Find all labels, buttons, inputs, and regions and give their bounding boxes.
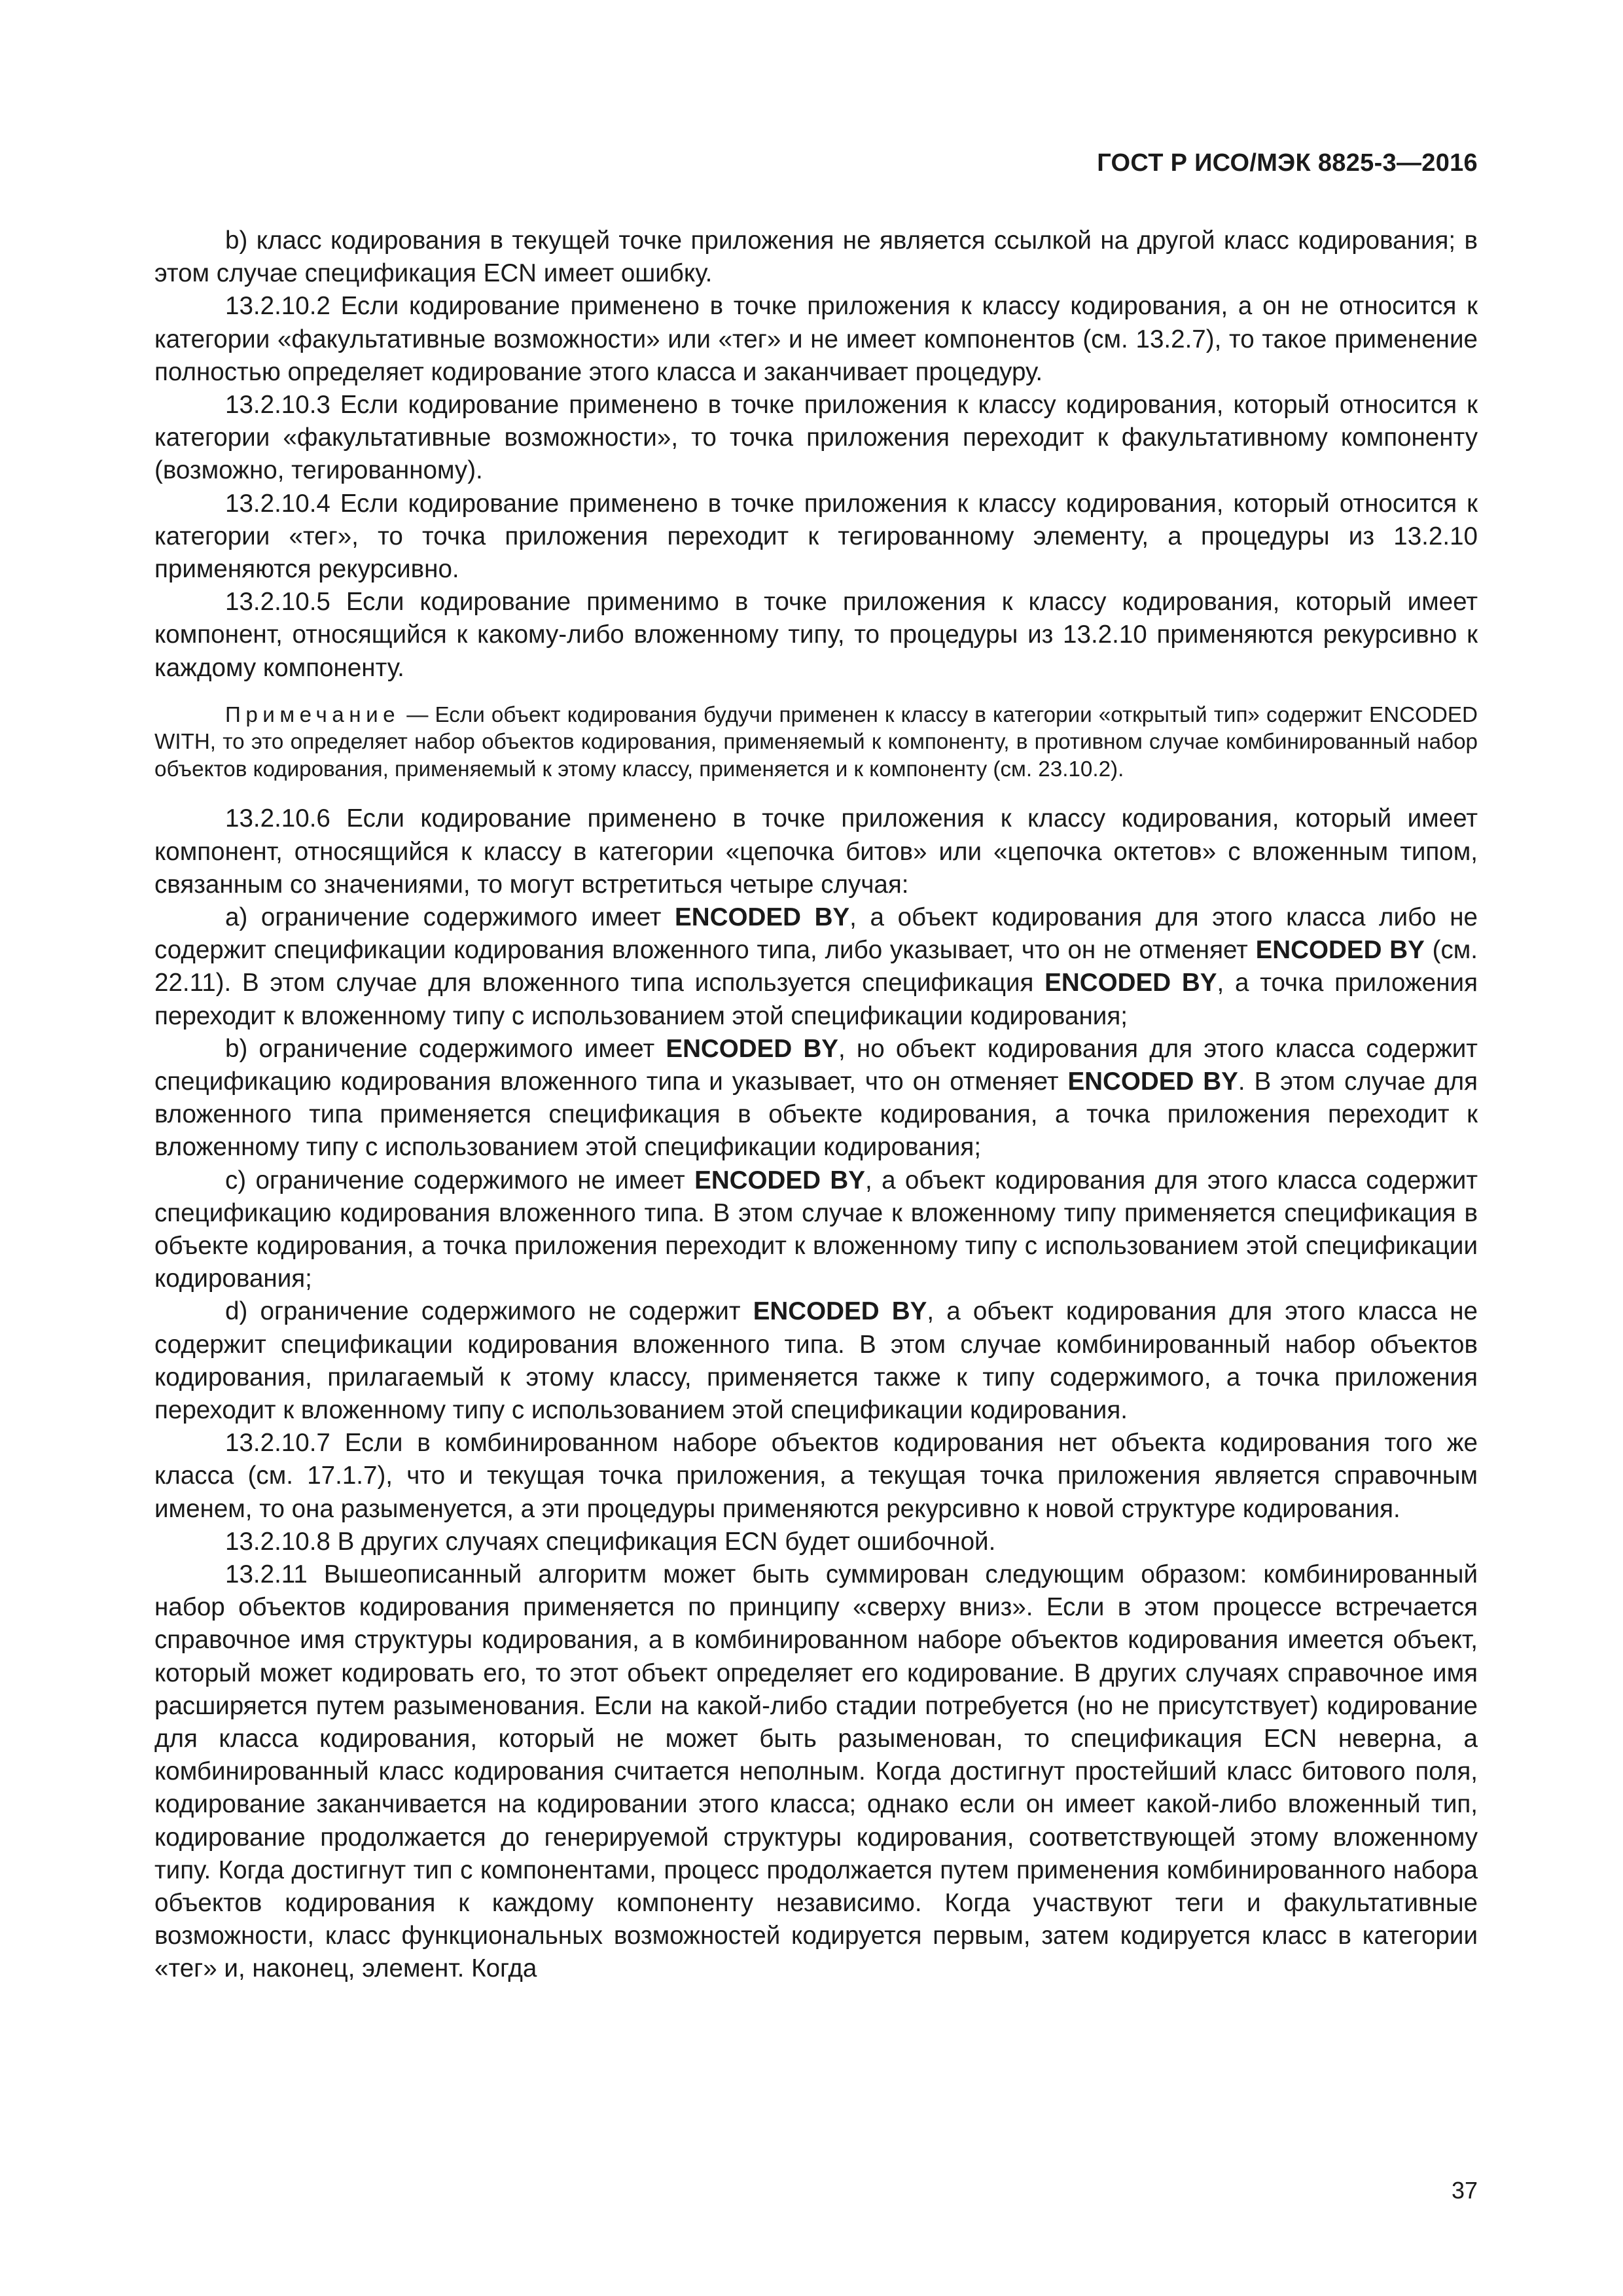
case-c-text-1: c) ограничение содержимого не имеет (225, 1166, 695, 1194)
case-c-text-2: , а объект кодирования для этого класса содержит спецификацию кодирования вложенного типа. В этом случае к вложенному типу применяется спецификация в объекте кодирования, а точка приложения переходит к вложенному типу с использованием этой спецификации кодирования; (154, 1166, 1478, 1293)
keyword-encoded-by: ENCODED BY (666, 1034, 839, 1063)
case-a-text-1: a) ограничение содержимого имеет (225, 903, 675, 931)
keyword-encoded-by: ENCODED BY (1044, 969, 1217, 997)
case-d (154, 1295, 1478, 1427)
paragraph-13-2-10-4: 13.2.10.4 Если кодирование применено в точке приложения к классу кодирования, который относится к категории «тег», то точка приложения переходит к тегированному элементу, а процедуры из 13.2.10 применяются рекурсивно. (154, 489, 1478, 584)
case-b-text-2: , но объект кодирования для этого класса содержит спецификацию кодирования вложенного типа и указывает, что он отменяет (154, 1034, 1478, 1096)
paragraph-13-2-10-7: 13.2.10.7 Если в комбинированном наборе объектов кодирования нет объекта кодирования того же класса (см. 17.1.7), что и текущая точка приложения, а текущая точка приложения является справочным именем, то она разыменуется, а эти процедуры применяются рекурсивно к новой структуре кодирования. (154, 1429, 1478, 1523)
case-c (154, 1164, 1478, 1296)
case-a (154, 901, 1478, 1033)
paragraph-13-2-11: 13.2.11 Вышеописанный алгоритм может быть суммирован следующим образом: комбинированный набор объектов кодирования применяется по принципу «сверху вниз». Если в этом процессе встречается справочное имя структуры кодирования, а в комбинированном наборе объектов кодирования имеется объект, который может кодировать его, то этот объект определяет его кодирование. В других случаях справочное имя расширяется путем разыменования. Если на какой-либо стадии потребуется (но не присутствует) кодирование для класса кодирования, который не может быть разыменован, то спецификация ECN неверна, а комбинированный класс кодирования считается неполным. Когда достигнут простейший класс битового поля, кодирование заканчивается на кодировании этого класса; однако если он имеет какой-либо вложенный тип, кодирование продолжается до генерируемой структуры кодирования, соответствующей этому вложенному типу. Когда достигнут тип с компонентами, процесс продолжается путем применения комбинированного набора объектов кодирования к каждому компоненту независимо. Когда участвуют теги и факультативные возможности, класс функциональных возможностей кодируется первым, затем кодируется класс в категории «тег» и, наконец, элемент. Когда (154, 1560, 1478, 1983)
case-b-text-3: . В этом случае для вложенного типа применяется спецификация в объекте кодирования, а точка приложения переходит к вложенному типу с использованием этой спецификации кодирования; (154, 1067, 1478, 1162)
keyword-encoded-by: ENCODED BY (1255, 936, 1425, 965)
paragraph-13-2-10-2: 13.2.10.2 Если кодирование применено в точке приложения к классу кодирования, а он не относится к категории «факультативные возможности» или «тег» и не имеет компонентов (см. 13.2.7), то такое применение полностью определяет кодирование этого класса и заканчивает процедуру. (154, 292, 1478, 386)
paragraph-b-class-not-reference: b) класс кодирования в текущей точке приложения не является ссылкой на другой класс кодирования; в этом случае спецификация ECN имеет ошибку. (154, 226, 1478, 288)
paragraph-13-2-10-6: 13.2.10.6 Если кодирование применено в точке приложения к классу кодирования, который имеет компонент, относящийся к классу в категории «цепочка битов» или «цепочка октетов» с вложенным типом, связанным со значениями, то могут встретиться четыре случая: (154, 804, 1478, 899)
case-a-text-3: (см. 22.11). В этом случае для вложенного типа используется спецификация (154, 936, 1478, 997)
document-header: ГОСТ Р ИСО/МЭК 8825-3—2016 (1097, 149, 1478, 177)
keyword-encoded-by: ENCODED BY (694, 1166, 865, 1194)
case-d-text-2: , а объект кодирования для этого класса не содержит спецификации кодирования вложенного типа. В этом случае комбинированный набор объектов кодирования, прилагаемый к этому классу, применяется также к типу содержимого, а точка приложения переходит к вложенному типу с использованием этой спецификации кодирования. (154, 1297, 1478, 1424)
paragraph-13-2-10-5: 13.2.10.5 Если кодирование применимо в точке приложения к классу кодирования, который имеет компонент, относящийся к какому-либо вложенному типу, то процедуры из 13.2.10 применяются рекурсивно к каждому компоненту. (154, 588, 1478, 682)
paragraph-13-2-10-3: 13.2.10.3 Если кодирование применено в точке приложения к классу кодирования, который относится к категории «факультативные возможности», то точка приложения переходит к факультативному компоненту (возможно, тегированному). (154, 391, 1478, 485)
page-number: 37 (1451, 2177, 1478, 2204)
case-d-text-1: d) ограничение содержимого не содержит (225, 1297, 753, 1326)
page-body (154, 224, 1478, 1986)
keyword-encoded-by: ENCODED BY (675, 903, 850, 931)
paragraph-13-2-10-8: 13.2.10.8 В других случаях спецификация ECN будет ошибочной. (225, 1527, 996, 1556)
case-b (154, 1033, 1478, 1164)
note-block (154, 702, 1478, 783)
keyword-encoded-by: ENCODED BY (753, 1297, 927, 1326)
case-a-text-2: , а объект кодирования для этого класса либо не содержит спецификации кодирования вложенного типа, либо указывает, что он не отменяет (154, 903, 1478, 965)
note-text: — Если объект кодирования будучи применен к классу в категории «открытый тип» содержит ENCODED WITH, то это определяет набор объектов кодирования, применяемый к компоненту, в противном случае комбинированный набор объектов кодирования, применяемый к этому классу, применяется и к компоненту (см. 23.10.2). (154, 702, 1478, 781)
keyword-encoded-by: ENCODED BY (1067, 1067, 1238, 1096)
case-b-text-1: b) ограничение содержимого имеет (225, 1034, 666, 1063)
note-label: Примечание (225, 702, 401, 727)
case-a-text-4: , а точка приложения переходит к вложенному типу с использованием этой спецификации кодирования; (154, 969, 1478, 1030)
